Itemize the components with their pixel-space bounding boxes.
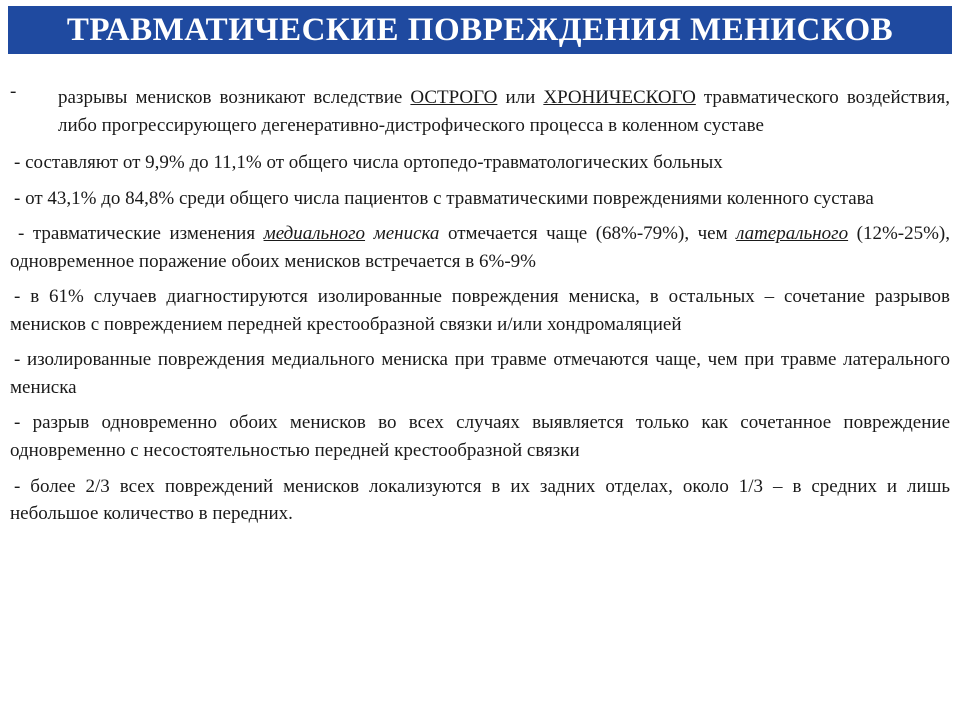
p1-text-a: разрывы менисков возникают вследствие (58, 87, 411, 108)
title-banner (8, 6, 952, 54)
p4-text-b: отмечается чаще (68%-79%), чем (439, 223, 737, 245)
paragraph-3: - от 43,1% до 84,8% среди общего числа пациентов с травматическими повреждениями коленного сустава (14, 187, 874, 209)
paragraph-2: - составляют от 9,9% до 11,1% от общего числа ортопедо-травматологических больных (14, 152, 723, 174)
p4-space (365, 223, 374, 244)
paragraph-6: - изолированные повреждения медиального мениска при травме отмечаются чаще, чем при травме латерального мениска (10, 349, 950, 398)
acute-term: ОСТРОГО (410, 87, 498, 108)
meniscus-term: мениска (373, 223, 440, 245)
p1-text-or: или (497, 87, 544, 108)
paragraph-4 (10, 220, 950, 275)
p1-text-b: травматического воздействия, либо прогрессирующего дегенеративно-дистрофического процесса в коленном суставе (58, 87, 950, 136)
paragraph-1 (10, 81, 950, 139)
slide-body (10, 81, 950, 536)
paragraph-1-text (32, 84, 950, 139)
p4-text-a: - травматические изменения (18, 223, 264, 245)
p4-text-c: (12%-25%), одновременное поражение обоих менисков встречается в 6%-9% (10, 223, 950, 272)
paragraph-8: - более 2/3 всех повреждений менисков локализуются в их задних отделах, около 1/3 – в средних и лишь небольшое количество в передних. (10, 475, 950, 525)
slide-title: ТРАВМАТИЧЕСКИЕ ПОВРЕЖДЕНИЯ МЕНИСКОВ (66, 11, 894, 48)
medial-term: медиального (263, 223, 366, 245)
lateral-term: латерального (736, 223, 849, 245)
dash-marker: - (10, 81, 17, 102)
chronic-term: ХРОНИЧЕСКОГО (543, 87, 696, 108)
paragraph-7: - разрыв одновременно обоих менисков во всех случаях выявляется только как сочетанное повреждение одновременно с несостоятельностью передней крестообразной связки (10, 412, 950, 462)
paragraph-5: - в 61% случаев диагностируются изолированные повреждения мениска, в остальных – сочетание разрывов менисков с повреждением передней крестообразной связки и/или хондромаляцией (10, 286, 950, 335)
